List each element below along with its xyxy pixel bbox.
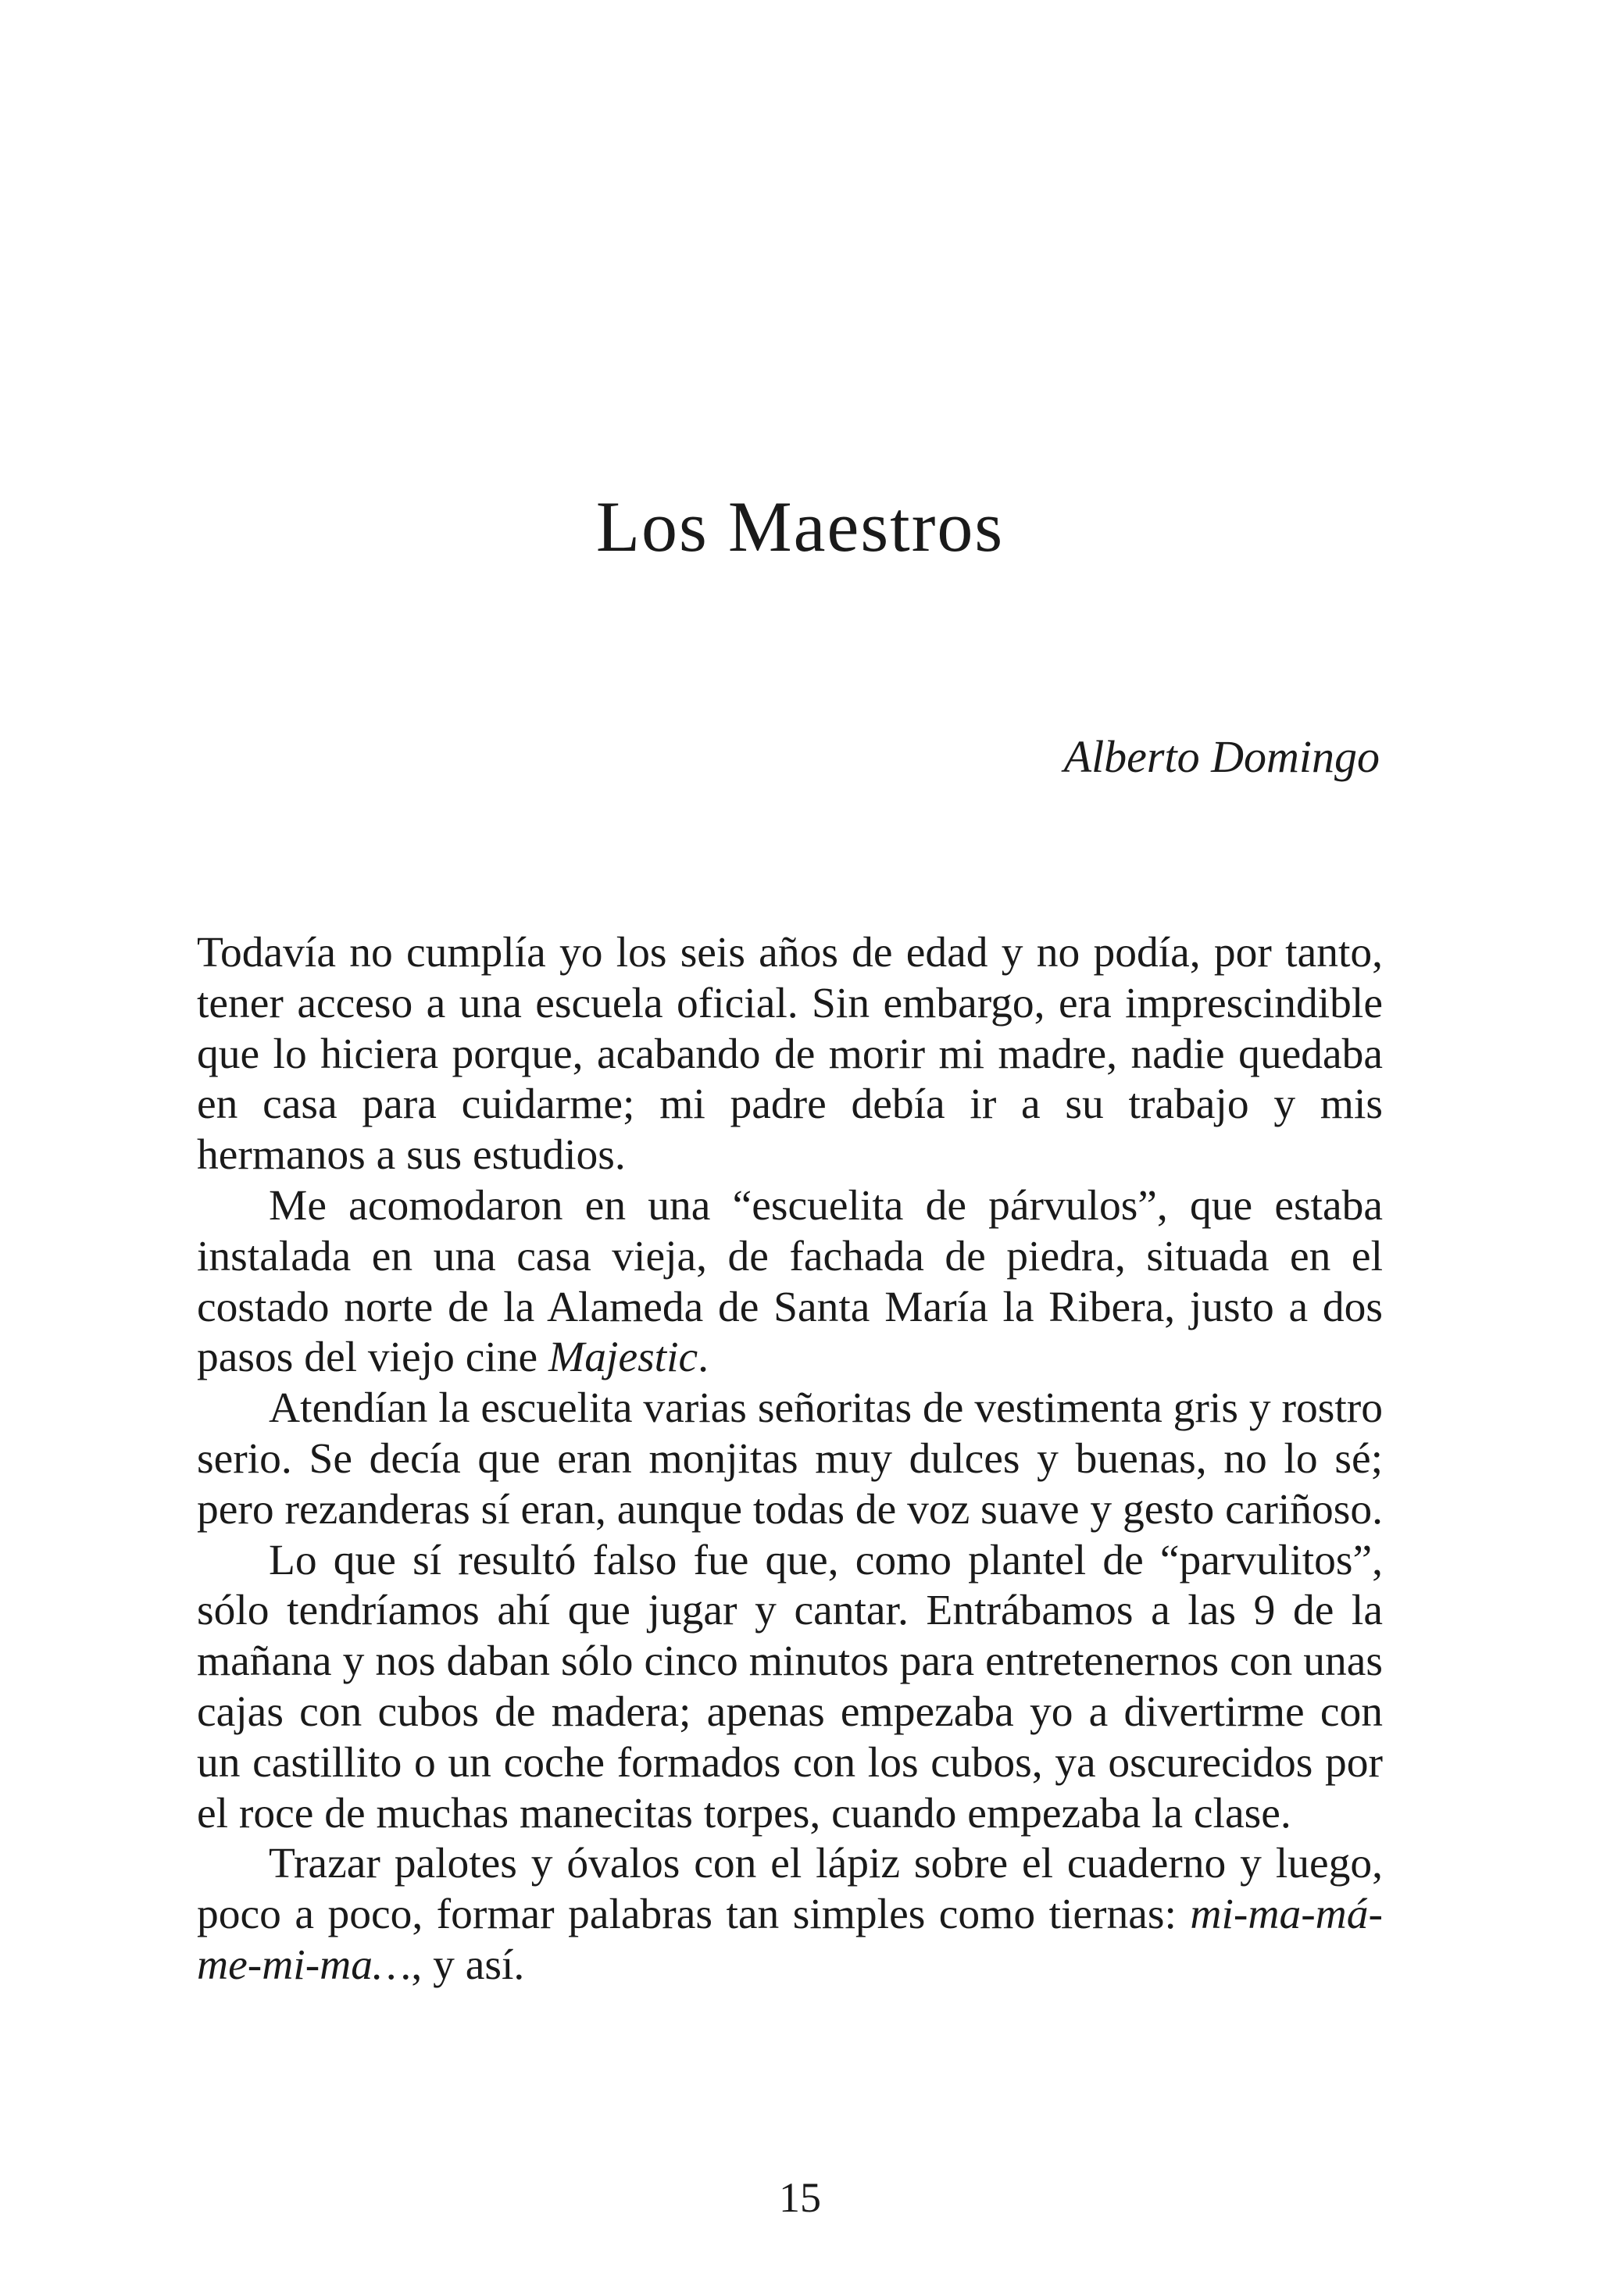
- chapter-body: [197, 928, 1383, 1991]
- paragraph-1: Todavía no cumplía yo los seis años de edad y no podía, por tanto, tener acceso a una escuela oficial. Sin embargo, era imprescindible que lo hiciera porque, acabando de morir mi madre, nadie quedaba en casa para cuidarme; mi padre debía ir a su trabajo y mis hermanos a sus estudios.: [197, 929, 1383, 1180]
- author-name: Alberto Domingo: [1063, 731, 1380, 782]
- paragraph-2-end: .: [698, 1334, 709, 1382]
- paragraph-5: [197, 1839, 1383, 1991]
- paragraph-2: [197, 1181, 1383, 1384]
- paragraph-3: Atendían la escuelita varias señoritas de vestimenta gris y rostro serio. Se decía que eran monjitas muy dulces y buenas, no lo sé; pero rezanderas sí eran, aunque todas de voz suave y gesto cariñoso.: [197, 1384, 1383, 1534]
- paragraph-5-text: Trazar palotes y óvalos con el lápiz sobre el cuaderno y luego, poco a poco, formar palabras tan simples como tiernas:: [197, 1840, 1383, 1939]
- paragraph-2-emphasis: Majestic: [548, 1334, 698, 1382]
- paragraph-2-text: Me acomodaron en una “escuelita de párvulos”, que estaba instalada en una casa vieja, de fachada de piedra, situada en el costado norte de la Alameda de Santa María la Ribera, justo a dos pasos del viejo cine: [197, 1181, 1383, 1382]
- page-number: 15: [779, 2174, 821, 2221]
- chapter-title: Los Maestros: [595, 487, 1005, 566]
- paragraph-5-emphasis: mi-ma-má-me-mi-ma…: [197, 1891, 1383, 1989]
- paragraph-4: Lo que sí resultó falso fue que, como plantel de “parvulitos”, sólo tendríamos ahí que jugar y cantar. Entrábamos a las 9 de la mañana y nos daban sólo cinco minutos para entretenernos con unas cajas con cubos de madera; apenas empezaba yo a divertirme con un castillito o un coche formados con los cubos, ya oscurecidos por el roce de muchas manecitas torpes, cuando empezaba la clase.: [197, 1536, 1383, 1837]
- paragraph-5-end: , y así.: [411, 1941, 525, 1989]
